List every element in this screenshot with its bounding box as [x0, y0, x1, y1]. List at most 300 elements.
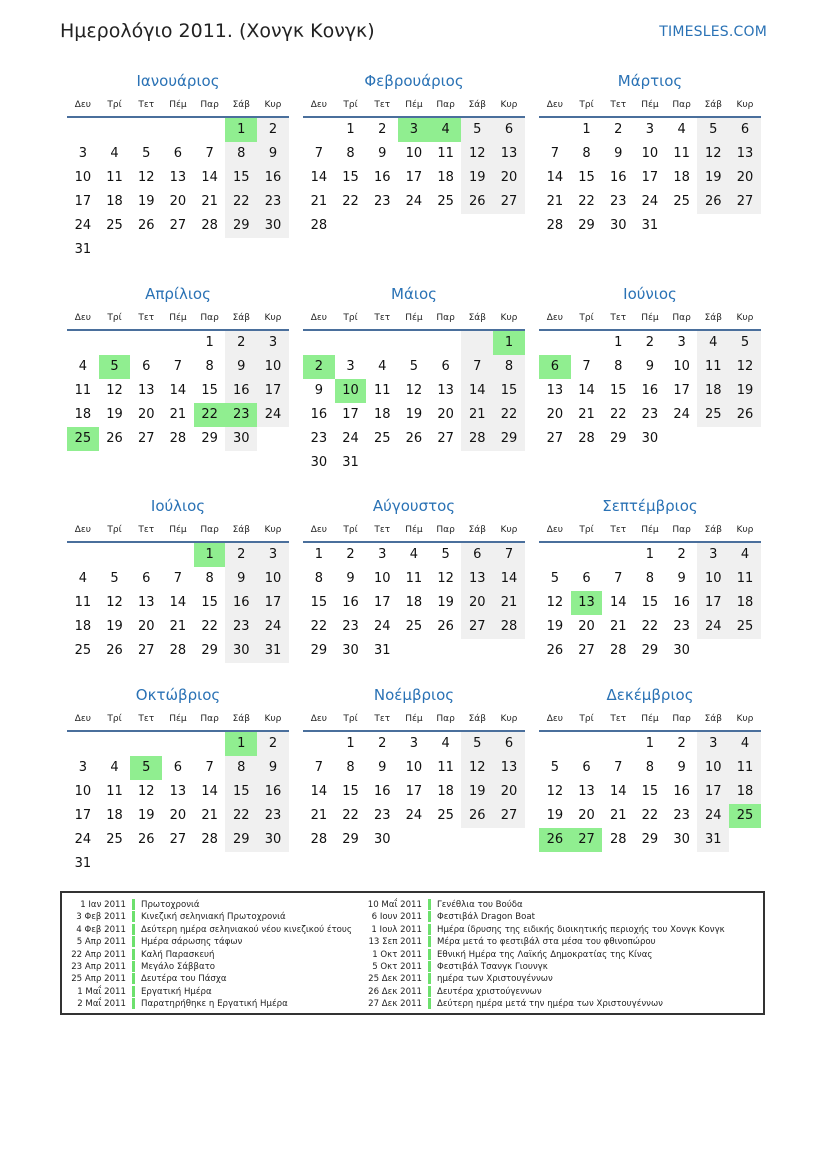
day-cell: 7	[582, 359, 591, 374]
day-cell: 4	[430, 118, 462, 142]
weekday-label: Πέμ	[641, 525, 659, 535]
weekday-label: Παρ	[436, 525, 455, 535]
holiday-marker	[132, 986, 135, 997]
day-cell: 11	[74, 595, 92, 610]
week-row	[303, 567, 525, 591]
holiday-name: Μέρα μετά το φεστιβάλ στα μέσα του φθινοπώρου	[437, 937, 656, 948]
day-cell: 30	[257, 214, 289, 238]
holiday-row	[68, 998, 352, 1010]
week-row	[539, 166, 761, 190]
day-cell: 2	[225, 543, 257, 567]
weekday-label: Τετ	[138, 313, 155, 323]
day-cell: 25	[673, 194, 690, 209]
day-cell: 15	[609, 383, 627, 398]
holiday-date: 5 Οκτ 2011	[372, 961, 422, 972]
weekday-label: Σάβ	[704, 313, 722, 323]
day-cell: 13	[137, 595, 155, 610]
day-cell: 31	[342, 455, 359, 470]
day-cell: 6	[142, 571, 151, 586]
day-cell: 31	[373, 643, 391, 658]
weekday-label: Σάβ	[468, 100, 486, 110]
day-cell: 31	[74, 856, 92, 871]
day-cell: 25	[697, 403, 729, 427]
weekday-label: Πέμ	[405, 313, 423, 323]
day-cell: 3	[378, 547, 387, 562]
week-row	[67, 543, 289, 567]
day-cell: 2	[677, 736, 686, 751]
holiday-row	[68, 911, 352, 923]
day-cell: 3	[677, 335, 686, 350]
day-cell: 7	[173, 571, 183, 586]
holiday-marker	[428, 911, 431, 922]
weekday-label: Σάβ	[232, 525, 250, 535]
month-6	[539, 281, 761, 451]
day-cell: 14	[609, 784, 627, 799]
site-link[interactable]: TIMESLES.COM	[659, 24, 767, 40]
week-row	[539, 331, 761, 355]
day-cell: 29	[493, 427, 525, 451]
day-cell: 2	[645, 335, 655, 350]
day-cell: 13	[546, 383, 564, 398]
holiday-name: Φεστιβάλ Dragon Boat	[437, 912, 536, 923]
day-cell: 17	[405, 784, 423, 799]
day-cell: 22	[201, 619, 218, 634]
weekday-label: Δευ	[74, 100, 91, 110]
weekday-label: Σάβ	[232, 100, 250, 110]
day-cell: 13	[437, 383, 454, 398]
holiday-date: 25 Απρ 2011	[71, 974, 126, 985]
day-cell: 5	[550, 760, 559, 775]
empty-day	[398, 451, 430, 475]
weekday-label: Σάβ	[468, 714, 486, 724]
holiday-row	[68, 899, 352, 911]
day-cell: 1	[194, 543, 226, 567]
day-cell: 3	[645, 122, 655, 137]
day-cell: 24	[74, 832, 92, 847]
day-cell: 13	[729, 142, 761, 166]
weekday-label: Παρ	[200, 714, 219, 724]
day-cell: 8	[645, 571, 655, 586]
day-cell: 16	[225, 591, 257, 615]
day-cell: 16	[673, 595, 690, 610]
day-cell: 26	[461, 804, 493, 828]
day-cell: 9	[378, 146, 387, 161]
empty-day	[257, 427, 289, 451]
weekday-label: Τρί	[107, 714, 122, 724]
day-cell: 18	[373, 407, 391, 422]
day-cell: 17	[257, 379, 289, 403]
weekday-label: Κυρ	[264, 313, 282, 323]
week-row	[539, 567, 761, 591]
day-cell: 24	[697, 615, 729, 639]
day-cell: 16	[373, 784, 391, 799]
day-cell: 28	[546, 218, 564, 233]
weekday-label: Δευ	[74, 525, 91, 535]
weekday-header	[67, 307, 289, 331]
holiday-row	[68, 936, 352, 948]
weekday-label: Κυρ	[500, 313, 518, 323]
week-row	[67, 591, 289, 615]
weekday-label: Δευ	[310, 313, 327, 323]
day-cell: 5	[99, 355, 131, 379]
weekday-label: Κυρ	[500, 525, 518, 535]
day-cell: 21	[461, 403, 493, 427]
day-cell: 14	[546, 170, 564, 185]
weekday-label: Τρί	[343, 714, 358, 724]
weekday-label: Κυρ	[264, 525, 282, 535]
day-cell: 2	[677, 547, 686, 562]
empty-day	[461, 331, 493, 355]
holiday-date: 1 Ιαν 2011	[80, 900, 126, 910]
day-cell: 20	[169, 194, 187, 209]
day-cell: 17	[697, 780, 729, 804]
empty-day	[729, 639, 761, 663]
day-cell: 7	[314, 146, 323, 161]
weekday-label: Δευ	[310, 714, 327, 724]
day-cell: 28	[609, 643, 627, 658]
weekday-label: Πέμ	[169, 714, 187, 724]
empty-day	[539, 732, 571, 756]
day-cell: 17	[641, 170, 659, 185]
empty-day	[729, 427, 761, 451]
day-cell: 28	[310, 218, 328, 233]
day-cell: 11	[729, 567, 761, 591]
weekday-label: Τρί	[107, 100, 122, 110]
month-name: Ιούνιος	[623, 285, 677, 303]
month-5	[303, 281, 525, 475]
month-name: Οκτώβριος	[135, 686, 221, 704]
day-cell: 1	[614, 335, 623, 350]
weekday-label: Τετ	[138, 714, 155, 724]
day-cell: 19	[461, 166, 493, 190]
holiday-marker	[132, 899, 135, 910]
week-row	[67, 852, 289, 876]
weekday-label: Παρ	[200, 525, 219, 535]
day-cell: 15	[342, 170, 359, 185]
day-cell: 22	[342, 808, 359, 823]
holiday-row	[364, 911, 725, 923]
week-row	[303, 591, 525, 615]
day-cell: 12	[461, 756, 493, 780]
month-name: Νοέμβριος	[373, 686, 455, 704]
day-cell: 30	[673, 832, 690, 847]
day-cell: 4	[729, 543, 761, 567]
weekday-label: Παρ	[436, 313, 455, 323]
day-cell: 2	[346, 547, 355, 562]
day-cell: 11	[673, 146, 690, 161]
day-cell: 15	[225, 780, 257, 804]
day-cell: 24	[697, 804, 729, 828]
day-cell: 29	[641, 832, 659, 847]
week-row	[303, 543, 525, 567]
empty-day	[194, 118, 226, 142]
empty-day	[99, 543, 131, 567]
day-cell: 25	[405, 619, 423, 634]
empty-day	[162, 118, 194, 142]
week-row	[67, 427, 289, 451]
week-row	[539, 639, 761, 663]
day-cell: 12	[729, 355, 761, 379]
day-cell: 13	[493, 142, 525, 166]
weekday-label: Τετ	[610, 313, 627, 323]
holiday-marker	[132, 973, 135, 984]
weekday-label: Κυρ	[736, 525, 754, 535]
weekday-label: Σάβ	[704, 100, 722, 110]
day-cell: 27	[493, 190, 525, 214]
month-10	[67, 682, 289, 876]
weekday-label: Πέμ	[169, 525, 187, 535]
day-cell: 18	[437, 784, 454, 799]
day-cell: 12	[546, 784, 564, 799]
empty-day	[335, 214, 367, 238]
weekday-header	[303, 94, 525, 118]
empty-day	[194, 732, 226, 756]
empty-day	[130, 732, 162, 756]
day-cell: 22	[578, 194, 595, 209]
empty-day	[99, 732, 131, 756]
holiday-row	[364, 949, 725, 961]
day-cell: 9	[225, 355, 257, 379]
day-cell: 26	[461, 190, 493, 214]
empty-day	[130, 852, 162, 876]
day-cell: 10	[373, 571, 391, 586]
empty-day	[162, 732, 194, 756]
week-row	[303, 142, 525, 166]
empty-day	[602, 732, 634, 756]
day-cell: 17	[74, 808, 92, 823]
weekday-label: Τρί	[107, 313, 122, 323]
day-cell: 1	[314, 547, 323, 562]
week-row	[67, 331, 289, 355]
page-title: Ημερολόγιο 2011. (Χονγκ Κονγκ)	[60, 20, 375, 42]
weekday-label: Κυρ	[736, 100, 754, 110]
holiday-marker	[428, 998, 431, 1009]
holiday-name: Ημέρα ίδρυσης της ειδικής διοικητικής περιοχής του Χονγκ Κονγκ	[437, 924, 725, 935]
day-cell: 17	[342, 407, 359, 422]
weekday-label: Σάβ	[232, 714, 250, 724]
day-cell: 2	[378, 736, 387, 751]
week-row	[67, 403, 289, 427]
day-cell: 21	[310, 194, 328, 209]
day-cell: 17	[673, 383, 690, 398]
day-cell: 22	[194, 403, 226, 427]
day-cell: 8	[225, 756, 257, 780]
day-cell: 12	[461, 142, 493, 166]
day-cell: 18	[106, 808, 123, 823]
weekday-label: Τετ	[374, 100, 391, 110]
week-row	[539, 732, 761, 756]
weekday-label: Τρί	[343, 525, 358, 535]
holiday-date: 26 Δεκ 2011	[368, 986, 422, 997]
day-cell: 25	[729, 804, 761, 828]
empty-day	[571, 732, 603, 756]
week-row	[303, 379, 525, 403]
day-cell: 9	[614, 146, 623, 161]
day-cell: 26	[106, 643, 123, 658]
day-cell: 28	[609, 832, 627, 847]
empty-day	[67, 331, 99, 355]
weekday-label: Τετ	[610, 525, 627, 535]
day-cell: 13	[137, 383, 155, 398]
day-cell: 19	[405, 407, 423, 422]
day-cell: 23	[225, 403, 257, 427]
day-cell: 2	[257, 118, 289, 142]
day-cell: 30	[373, 832, 391, 847]
day-cell: 20	[546, 407, 564, 422]
day-cell: 3	[697, 543, 729, 567]
day-cell: 30	[342, 643, 359, 658]
holiday-date: 1 Οκτ 2011	[372, 949, 422, 960]
day-cell: 5	[550, 571, 559, 586]
weekday-label: Τρί	[579, 313, 594, 323]
day-cell: 10	[257, 567, 289, 591]
day-cell: 19	[137, 808, 155, 823]
holiday-name: Δευτέρα του Πάσχα	[141, 974, 227, 985]
weekday-label: Παρ	[672, 100, 691, 110]
week-row	[67, 804, 289, 828]
day-cell: 29	[310, 643, 328, 658]
day-cell: 3	[697, 732, 729, 756]
day-cell: 27	[461, 615, 493, 639]
day-cell: 13	[169, 170, 187, 185]
day-cell: 10	[74, 170, 92, 185]
weekday-label: Κυρ	[736, 313, 754, 323]
week-row	[67, 780, 289, 804]
weekday-label: Παρ	[672, 313, 691, 323]
day-cell: 22	[641, 619, 659, 634]
week-row	[67, 828, 289, 852]
holiday-name: Δεύτερη ημέρα μετά την ημέρα των Χριστουγέννων	[437, 999, 663, 1010]
day-cell: 9	[645, 359, 655, 374]
holiday-date: 25 Δεκ 2011	[368, 974, 422, 985]
day-cell: 4	[441, 736, 450, 751]
day-cell: 1	[346, 122, 355, 137]
holiday-name: Εθνική Ημέρα της Λαϊκής Δημοκρατίας της Κίνας	[437, 949, 653, 960]
week-row	[67, 142, 289, 166]
week-row	[303, 331, 525, 355]
week-row	[303, 166, 525, 190]
day-cell: 23	[225, 615, 257, 639]
day-cell: 23	[257, 190, 289, 214]
weekday-label: Σάβ	[468, 313, 486, 323]
month-name: Φεβρουάριος	[364, 72, 464, 90]
empty-day	[194, 238, 226, 262]
day-cell: 9	[225, 567, 257, 591]
empty-day	[257, 852, 289, 876]
weekday-label: Σάβ	[232, 313, 250, 323]
day-cell: 27	[493, 804, 525, 828]
weekday-label: Δευ	[310, 100, 327, 110]
week-row	[303, 118, 525, 142]
weekday-label: Παρ	[672, 525, 691, 535]
day-cell: 29	[225, 828, 257, 852]
day-cell: 23	[609, 194, 627, 209]
holiday-name: Κινεζική σεληνιακή Πρωτοχρονιά	[141, 912, 286, 923]
day-cell: 12	[106, 595, 123, 610]
weekday-header	[303, 519, 525, 543]
week-row	[539, 427, 761, 451]
day-cell: 9	[677, 760, 686, 775]
weekday-label: Δευ	[546, 100, 563, 110]
day-cell: 21	[578, 407, 595, 422]
month-name: Αύγουστος	[372, 497, 456, 515]
day-cell: 12	[106, 383, 123, 398]
day-cell: 5	[729, 331, 761, 355]
day-cell: 31	[74, 242, 92, 257]
holiday-list-right	[364, 899, 725, 1011]
day-cell: 8	[582, 146, 591, 161]
day-cell: 26	[729, 403, 761, 427]
weekday-label: Τρί	[343, 313, 358, 323]
month-name: Ιανουάριος	[136, 72, 220, 90]
month-name: Ιούλιος	[150, 497, 206, 515]
weekday-label: Δευ	[310, 525, 327, 535]
day-cell: 10	[641, 146, 659, 161]
weekday-header	[303, 307, 525, 331]
weekday-header	[67, 519, 289, 543]
week-row	[67, 756, 289, 780]
day-cell: 24	[641, 194, 659, 209]
week-row	[67, 567, 289, 591]
day-cell: 23	[373, 808, 391, 823]
day-cell: 24	[342, 431, 359, 446]
day-cell: 3	[78, 146, 87, 161]
empty-day	[398, 214, 430, 238]
day-cell: 15	[578, 170, 595, 185]
weekday-label: Πέμ	[405, 100, 423, 110]
empty-day	[130, 238, 162, 262]
weekday-header	[303, 708, 525, 732]
empty-day	[666, 427, 698, 451]
day-cell: 10	[697, 756, 729, 780]
day-cell: 26	[137, 832, 155, 847]
day-cell: 2	[378, 122, 387, 137]
day-cell: 5	[441, 547, 450, 562]
day-cell: 15	[310, 595, 328, 610]
week-row	[303, 355, 525, 379]
day-cell: 2	[257, 732, 289, 756]
week-row	[67, 615, 289, 639]
day-cell: 26	[437, 619, 454, 634]
day-cell: 21	[169, 619, 187, 634]
day-cell: 3	[346, 359, 355, 374]
day-cell: 14	[493, 567, 525, 591]
day-cell: 17	[373, 595, 391, 610]
week-row	[539, 804, 761, 828]
weekday-label: Πέμ	[405, 714, 423, 724]
day-cell: 16	[673, 784, 690, 799]
holiday-date: 1 Ιουλ 2011	[371, 924, 422, 935]
day-cell: 20	[493, 780, 525, 804]
day-cell: 19	[106, 619, 123, 634]
holiday-marker	[428, 936, 431, 947]
day-cell: 16	[342, 595, 359, 610]
weekday-header	[67, 708, 289, 732]
day-cell: 23	[673, 619, 690, 634]
empty-day	[194, 852, 226, 876]
day-cell: 28	[169, 431, 187, 446]
week-row	[67, 238, 289, 262]
day-cell: 25	[74, 643, 92, 658]
week-row	[303, 190, 525, 214]
day-cell: 21	[493, 591, 525, 615]
day-cell: 23	[373, 194, 391, 209]
holiday-name: Μεγάλο Σάββατο	[141, 961, 216, 972]
holiday-name: Φεστιβάλ Τσανγκ Γιουνγκ	[437, 961, 548, 972]
day-cell: 1	[493, 331, 525, 355]
empty-day	[493, 639, 525, 663]
week-row	[539, 403, 761, 427]
